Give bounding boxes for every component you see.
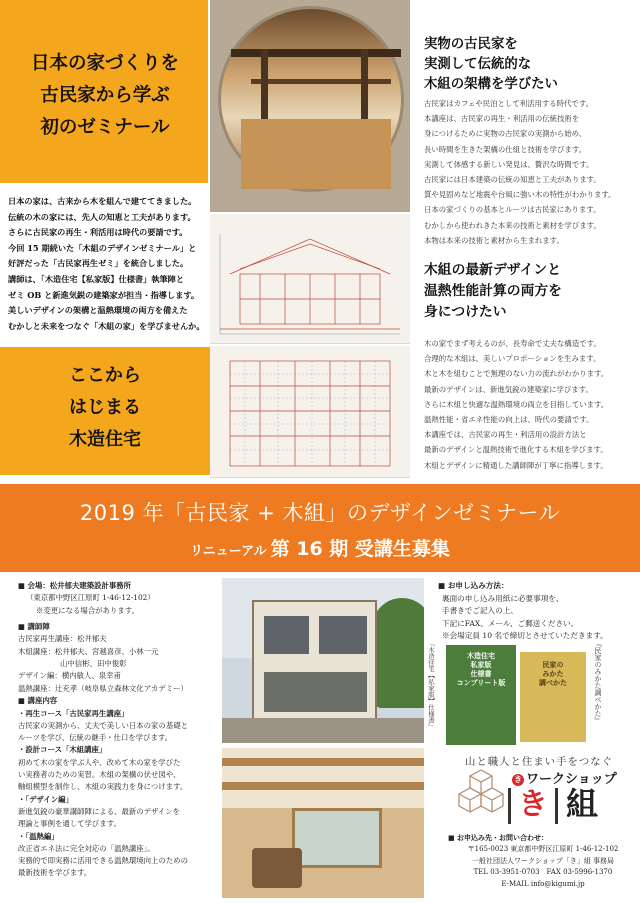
course-desc: 新進気鋭の豪華講師陣による、最新のデザインを [18, 806, 181, 816]
lecturer-line: 古民家再生講座：松井郁夫 [18, 634, 107, 644]
contact-org: 一般社団法人ワークショップ「き」組 事務局 [471, 856, 615, 865]
course-desc: 理論と事例を通して学びます。 [18, 819, 121, 829]
lecturer-line: デザイン編：横内敏人、泉幸甫 [18, 671, 121, 681]
photo-caption: 古民家再生の実例 [593, 203, 634, 209]
body-line: 古民家には日本建築の伝統の知恵と工夫があります。 [424, 175, 601, 185]
course-desc: 実務的で即実務に活用できる温熱環境向上のための [18, 856, 188, 866]
venue-info [18, 580, 218, 617]
venue-note: ※変更になる場合があります。 [36, 605, 139, 615]
intro-line: 今回 15 期続いた「木組のデザインゼミナール」と [8, 242, 197, 253]
workshop-name [512, 768, 617, 787]
intro-line: ゼミ OB と新進気鋭の建築家が担当・指導します。 [8, 289, 200, 300]
sub-headline-line: ここから [69, 365, 141, 386]
book-title-line: 民家の [542, 660, 564, 669]
venue-label: ■ 会場：松井郁夫建築設計事務所 [18, 581, 132, 590]
section1-heading-line: 実測して伝統的な [424, 56, 532, 72]
headline-line-2: 古民家から学ぶ [40, 85, 170, 106]
application-line: 下記にFAX、メール、ご郵送ください。 [442, 618, 579, 628]
course-desc: 初めて木の家を学ぶ人や、改めて木の家を学びた [18, 757, 181, 767]
course-desc: 最新技術を学びます。 [18, 868, 92, 878]
sub-headline [10, 360, 200, 456]
body-line: 本物は本来の技術と素材から生まれます。 [424, 235, 564, 245]
course-title: ・設計コース「木組講座」 [18, 745, 107, 755]
content-header: ■ 講座内容 [18, 696, 58, 706]
book1-label: 『木造住宅【私家版】仕様書』 [427, 640, 435, 730]
book-title-line: 私家版 [470, 660, 492, 669]
course-desc: 軸組模型を制作し、木組の実践力を身につけます。 [18, 782, 188, 792]
recruitment-text: 第 16 期 受講生募集 [270, 538, 450, 560]
thermal-lecturer: 温熱講座：辻充孝（岐阜県立森林文化アカデミー） [18, 684, 188, 693]
application-line: 手書きでご記入の上、 [442, 606, 518, 616]
headline-line-1: 日本の家づくりを [30, 53, 179, 74]
course-title: ・「温熱編」 [18, 831, 59, 841]
house-exterior-photo [222, 578, 424, 743]
kominka-photo [210, 0, 410, 212]
course-desc: い実務者のための実習。木組の架構の伏せ図や、 [18, 770, 181, 780]
headline-line-3: 初のゼミナール [40, 117, 170, 138]
book-title-line: コンプリート版 [456, 678, 506, 687]
logo-ki: き [508, 788, 558, 824]
body-line: 日本の家づくりの基本とルーツは古民家にあります。 [424, 205, 601, 215]
intro-line: さらに古民家の再生・利活用は時代の要請です。 [8, 227, 188, 238]
book-title-line: 木造住宅 [467, 651, 495, 660]
intro-line: 美しいデザインの架構と温熱環境の両方を備えた [8, 305, 188, 316]
body-line: 木の家でまず考えるのが、長寿命で丈夫な構造です。 [424, 339, 601, 348]
lecturer-header: ■ 講師陣 [18, 622, 50, 631]
course-desc: 古民家の実測から、丈夫で美しい日本の家の基礎と [18, 720, 188, 730]
interior-photo [222, 748, 424, 898]
section2-body [424, 336, 638, 473]
course-title: ・再生コース「古民家再生講座」 [18, 708, 129, 718]
elevation-drawing [210, 214, 410, 344]
body-line: 木組とデザインに精通した講師陣が丁寧に指導します。 [424, 460, 608, 470]
book-cover-minka [520, 652, 586, 742]
intro-text [8, 194, 218, 334]
sub-headline-line: はじまる [69, 397, 141, 418]
circular-window-view [218, 6, 404, 192]
contact-header: ■ お申込み先・お問い合わせ： [448, 833, 549, 842]
intro-line: むかしと未来をつなぐ「木組の家」を学びませんか。 [8, 320, 205, 331]
section1-heading-line: 木組の架構を学びたい [424, 76, 558, 92]
body-line: 最新のデザインと温熱技術で進化する木組を学びます。 [424, 445, 608, 455]
book-cover-spec [446, 645, 516, 745]
intro-line: 日本の家は、古来から木を組んで建ててきました。 [8, 196, 197, 206]
section2-heading-line: 木組の最新デザインと [424, 262, 562, 278]
intro-line: 講師は、「木造住宅【私家版】仕様書」執筆陣と [8, 273, 185, 284]
logo-kumi: 組 [566, 785, 599, 823]
section2-heading-line: 温熱性能計算の両方を [424, 283, 562, 299]
venue-address: （東京都中野区江原町 1-46-12-102） [26, 593, 155, 603]
body-line: むかしから使われきた本来の技術と素材を学びます。 [424, 220, 601, 230]
body-line: 合理的な木組は、美しいプロポーションを生みます。 [424, 354, 601, 364]
body-line: さらに木組と快適な温熱環境の両立を目指しています。 [424, 399, 609, 409]
workshop-logo-icon [452, 768, 510, 822]
body-line: 温熱性能・省エネ性能の向上は、時代の要請です。 [424, 415, 594, 425]
section2-heading [424, 260, 634, 323]
application-header: ■ お申し込み方法： [438, 581, 509, 590]
section1-heading [424, 34, 634, 94]
sub-headline-line: 木造住宅 [69, 429, 141, 450]
tagline: 山と職人と住まい手をつなぐ [464, 756, 614, 768]
section1-body [424, 96, 638, 248]
workshop-mark: き [514, 775, 522, 784]
application-line: ※会場定員 10 名で締切とさせていただきます。 [442, 631, 608, 641]
course-desc: 改正省エネ法に完全対応の「温熱講座」。 [18, 843, 155, 853]
body-line: 木と木を組むことで無理のない力の流れがわかります。 [424, 369, 609, 379]
body-line: 長い時間を生きた架構の仕組と技術を学びます。 [424, 144, 587, 154]
intro-line: 伝統の木の家には、先人の知恵と工夫があります。 [8, 211, 196, 222]
section2-heading-line: 身につけたい [424, 304, 507, 320]
contact-phone: TEL 03-3951-0703 FAX 03-5996-1370 [473, 868, 613, 877]
lecturer-line: 山中信彬、田中俊彰 [60, 658, 127, 668]
floor-plan-drawing [210, 346, 410, 478]
workshop-name-text: ワークショップ [526, 772, 617, 787]
book-title-line: 調べかた [539, 678, 567, 687]
body-line: 本講座は、古民家の再生・利活用の伝統技術を [424, 114, 580, 124]
renewal-label: リニューアル [190, 544, 267, 559]
lecturer-info [18, 621, 218, 682]
book-title-line: みかた [542, 669, 564, 678]
body-line: 身につけるために実物の古民家の実測から始め、 [424, 129, 587, 139]
course-title: ・「デザイン編」 [18, 794, 73, 804]
body-line: 実測して体感する新しい発見は、贅沢な時間です。 [424, 159, 594, 169]
body-line: 古民家はカフェや民泊として利活用する時代です。 [424, 99, 594, 108]
contact-email[interactable]: E-MAIL info@kigumi.jp [501, 880, 585, 889]
course-desc: ルーツを学び、伝統の継手・仕口を学びます。 [18, 733, 173, 743]
banner-title: 2019 年「古民家 + 木組」のデザインゼミナール [79, 501, 561, 525]
body-line: 質や見固めなど地震や台風に強い木の特性がわかります。 [424, 190, 616, 200]
banner-subtitle [0, 534, 640, 561]
main-headline [10, 48, 200, 144]
application-line: 裏面の申し込み用紙に必要事項を、 [442, 593, 564, 603]
intro-line: 好評だった「古民家再生ゼミ」を統合しました。 [8, 258, 189, 269]
body-line: 最新のデザインは、新進気鋭の建築家に学びます。 [424, 384, 593, 394]
body-line: 本講座では、古民家の再生・利活用の設計方法と [424, 430, 587, 440]
contact-address: 〒165-0023 東京都中野区江原町 1-46-12-102 [467, 844, 619, 853]
book-title-line: 仕様書 [470, 669, 492, 678]
book2-label: 『民家のみかた調べかた』 [594, 640, 602, 724]
course-content [18, 683, 218, 880]
application-info [438, 580, 638, 643]
contact-info [448, 832, 638, 891]
section1-heading-line: 実物の古民家を [424, 36, 518, 52]
lecturer-line: 木組講座：松井郁夫、宮越喜彦、小林一元 [18, 646, 159, 656]
